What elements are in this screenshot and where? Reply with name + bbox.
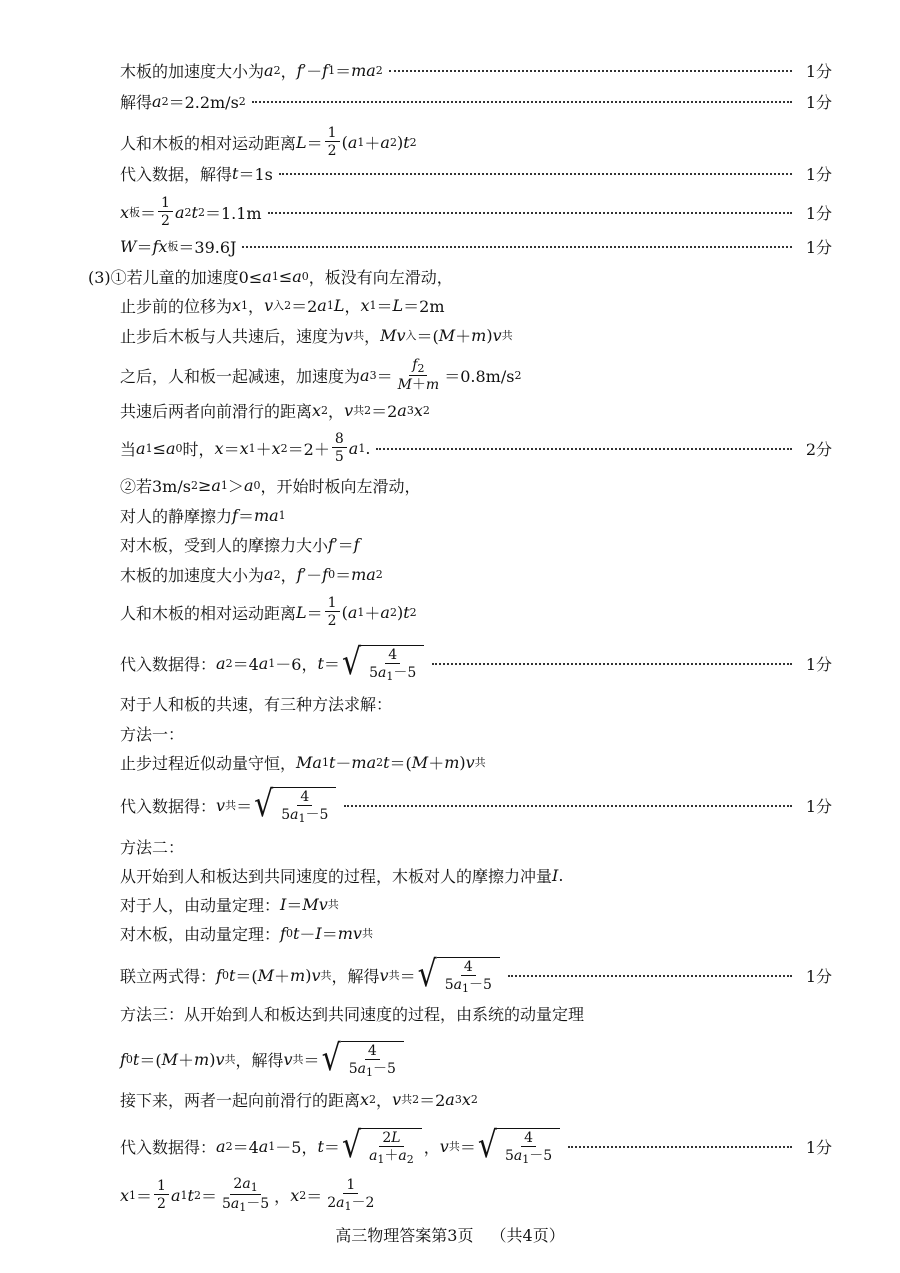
- answer-line-5: [0, 191, 900, 233]
- line-16-formula: 木板的加速度大小为 a 2 ， f ′－ f 0 ＝ ma 2: [120, 564, 383, 585]
- score-22: 1分: [805, 796, 832, 816]
- score-4: 1分: [805, 164, 832, 184]
- score-31: 1分: [805, 1137, 832, 1157]
- sqrt-symbol: √ $\frac{4}{5a_1-5}$: [342, 645, 424, 682]
- line-26-formula: 对木板，由动量定理： f 0 t － I ＝ mv 共: [120, 923, 373, 944]
- answer-line-19: [0, 686, 900, 720]
- score-27: 1分: [805, 966, 832, 986]
- method-two-heading: 方法二：: [120, 837, 185, 857]
- answer-line-31: [0, 1122, 900, 1170]
- score-5: 1分: [805, 203, 832, 223]
- answer-line-6: [0, 229, 900, 263]
- answer-line-18: [0, 640, 900, 686]
- line-17-formula: 人和木板的相对运动距离 L ＝ $\frac{1}{2}$ ( a 1 ＋ a 2 ) t 2: [120, 595, 417, 629]
- line-6-formula: W ＝ fx 板 ＝39.6J: [120, 236, 237, 257]
- line-12-formula: 当 a 1 ≤ a 0 时， x ＝ x 1 ＋ x 2 ＝2＋ $\frac{8}{5}$ a 1 .: [120, 431, 371, 465]
- page-footer: [0, 1223, 900, 1246]
- sqrt-symbol: √ $\frac{4}{5a_1-5}$: [478, 1128, 560, 1165]
- answer-line-2: [0, 84, 900, 118]
- line-21-formula: 止步过程近似动量守恒， Ma 1 t － ma 2 t ＝( M ＋ m ) v 共: [120, 752, 486, 773]
- leader-dots: [344, 803, 792, 807]
- line-14-formula: 对人的静摩擦力 f ＝ ma 1: [120, 505, 286, 526]
- method-three-line: 方法三：从开始到人和板达到共同速度的过程，由系统的动量定理: [120, 1004, 585, 1024]
- line-11-formula: 共速后两者向前滑行的距离 x 2 ， v 共 2 ＝2 a 3 x 2: [120, 400, 430, 421]
- answer-line-27: [0, 952, 900, 998]
- line-5-formula: x 板 ＝ $\frac{1}{2}$ a 2 t 2 ＝1.1m: [120, 195, 262, 229]
- sqrt-symbol: √ $\frac{4}{5a_1-5}$: [418, 957, 500, 994]
- leader-dots: [508, 973, 792, 977]
- leader-dots: [279, 171, 792, 175]
- line-24-formula: 从开始到人和板达到共同速度的过程，木板对人的摩擦力冲量 I .: [120, 865, 564, 886]
- line-8-formula: 止步前的位移为 x 1 ， v 入 2 ＝2 a 1 L ， x 1 ＝ L ＝2m: [120, 295, 445, 316]
- answer-line-16: [0, 557, 900, 591]
- footer-total-label: （共4页）: [490, 1226, 565, 1245]
- score-1: 1分: [805, 61, 832, 81]
- score-6: 1分: [805, 237, 832, 257]
- answer-line-28: [0, 996, 900, 1030]
- line-15-formula: 对木板，受到人的摩擦力大小 f ′＝ f: [120, 534, 360, 555]
- answer-line-10: [0, 352, 900, 398]
- line-22-formula: 代入数据得： v 共 ＝ √ $\frac{4}{5a_1-5}$: [120, 787, 338, 824]
- sqrt-symbol: √ $\frac{2L}{a_1+a_2}$: [342, 1128, 422, 1165]
- line-31-formula: 代入数据得： a 2 ＝4 a 1 －5， t ＝ √ $\frac{2L}{a_1+a_2}$ ， v 共 ＝ √ $\frac{4}{5a_1-5}$: [120, 1128, 562, 1165]
- answer-line-11: [0, 393, 900, 427]
- leader-dots: [568, 1144, 792, 1148]
- line-30-formula: 接下来，两者一起向前滑行的距离 x 2 ， v 共 2 ＝2 a 3 x 2: [120, 1089, 478, 1110]
- line-13-formula: ②若3m/s 2 ≥ a 1 ＞ a 0 ，开始时板向左滑动，: [120, 475, 421, 496]
- line-29-formula: f 0 t ＝( M ＋ m ) v 共 ，解得 v 共 ＝ √ $\frac{4}{5a_1-5}$: [120, 1041, 406, 1078]
- line-2-formula: 解得 a 2 ＝2.2m/s 2: [120, 91, 246, 112]
- footer-page-label: 高三物理答案第3页: [335, 1226, 474, 1245]
- leader-dots: [389, 68, 792, 72]
- answer-line-22: [0, 782, 900, 828]
- line-7-formula: (3)①若儿童的加速度0≤ a 1 ≤ a 0 ，板没有向左滑动，: [88, 266, 453, 287]
- score-18: 1分: [805, 654, 832, 674]
- answer-line-29: [0, 1036, 900, 1082]
- leader-dots: [242, 244, 792, 248]
- leader-dots: [252, 99, 792, 103]
- line-10-formula: 之后，人和板一起减速，加速度为 a 3 ＝ $\frac{f_2}{M+m}$ ＝0.8m/s 2: [120, 357, 522, 393]
- answer-line-13: [0, 468, 900, 502]
- answer-line-21: [0, 745, 900, 779]
- score-2: 1分: [805, 92, 832, 112]
- answer-line-30: [0, 1082, 900, 1116]
- line-3-formula: 人和木板的相对运动距离 L ＝ $\frac{1}{2}$ ( a 1 ＋ a 2 ) t 2: [120, 125, 417, 159]
- line-18-formula: 代入数据得： a 2 ＝4 a 1 －6， t ＝ √ $\frac{4}{5a_1-5}$: [120, 645, 426, 682]
- answer-line-15: [0, 527, 900, 561]
- answer-line-17: [0, 590, 900, 634]
- line-27-formula: 联立两式得： f 0 t ＝( M ＋ m ) v 共 ，解得 v 共 ＝ √ $\frac{4}{5a_1-5}$: [120, 957, 502, 994]
- answer-line-26: [0, 916, 900, 950]
- leader-dots: [376, 446, 792, 450]
- line-4-formula: 代入数据，解得 t ＝1s: [120, 163, 273, 184]
- answer-line-32: [0, 1172, 900, 1218]
- line-25-formula: 对于人，由动量定理： I ＝ Mv 共: [120, 894, 339, 915]
- leader-dots: [432, 661, 792, 665]
- line-9-formula: 止步后木板与人共速后，速度为 v 共 ， Mv 入 ＝( M ＋ m ) v 共: [120, 325, 513, 346]
- sqrt-symbol: √ $\frac{4}{5a_1-5}$: [254, 787, 336, 824]
- leader-dots: [268, 210, 792, 214]
- sqrt-symbol: √ $\frac{4}{5a_1-5}$: [322, 1041, 404, 1078]
- method-one-heading: 方法一：: [120, 724, 185, 744]
- score-12: 2分: [805, 439, 832, 459]
- line-32-formula: x 1 ＝ $\frac{1}{2}$ a 1 t 2 ＝ $\frac{2a_1}{5a_1-5}$ ， x 2 ＝ $\frac{1}{2a_1-2}$: [120, 1176, 375, 1214]
- answer-line-1: [0, 53, 900, 87]
- line-1-formula: 木板的加速度大小为 a 2 ， f ′－ f 1 ＝ ma 2: [120, 60, 383, 81]
- answer-line-12: [0, 426, 900, 470]
- answer-line-9: [0, 318, 900, 352]
- answer-line-4: [0, 156, 900, 190]
- line-19-text: 对于人和板的共速，有三种方法求解：: [120, 694, 393, 714]
- answer-line-8: [0, 288, 900, 322]
